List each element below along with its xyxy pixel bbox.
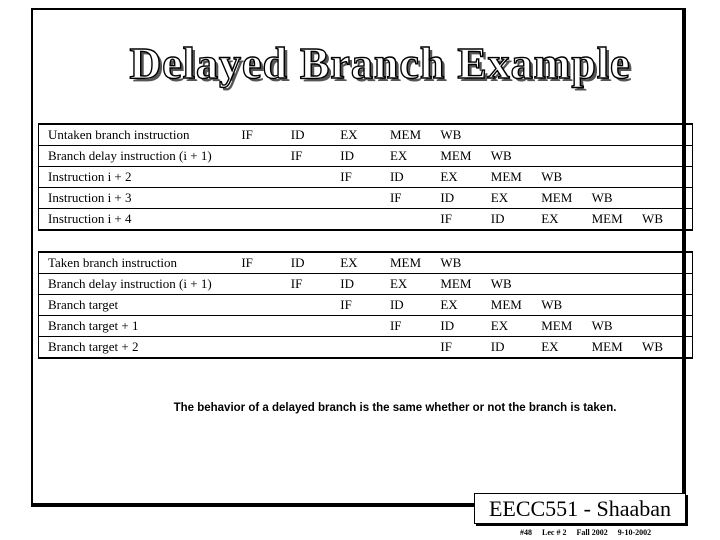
stage-cell: ID xyxy=(490,211,505,226)
caption: The behavior of a delayed branch is the same whether or not the branch is taken. xyxy=(173,402,617,414)
pipeline-row xyxy=(39,146,693,167)
instruction-label: Branch delay instruction (i + 1) xyxy=(39,146,242,167)
stage-cell: ID xyxy=(389,297,404,312)
instruction-label: Instruction i + 2 xyxy=(39,167,242,188)
untaken-branch-table xyxy=(38,123,693,231)
empty-cell xyxy=(291,188,341,209)
stage-cell: EX xyxy=(440,297,458,312)
pipeline-row xyxy=(39,209,693,231)
stage-cell: EX xyxy=(490,318,509,333)
instruction-label: Instruction i + 4 xyxy=(39,209,242,231)
empty-cell xyxy=(592,167,642,188)
stage-cell: MEM xyxy=(541,318,573,333)
empty-cell xyxy=(241,209,290,231)
empty-cell xyxy=(541,274,591,295)
empty-cell xyxy=(241,167,290,188)
empty-cell xyxy=(340,337,390,359)
pipeline-row xyxy=(39,188,693,209)
empty-cell xyxy=(642,252,692,274)
empty-cell xyxy=(241,316,290,337)
pipeline-row xyxy=(39,337,693,359)
stage-cell: IF xyxy=(340,297,352,312)
empty-cell xyxy=(642,188,692,209)
empty-cell xyxy=(340,209,390,231)
instruction-label: Branch delay instruction (i + 1) xyxy=(39,274,242,295)
stage-cell: IF xyxy=(340,169,352,184)
pipeline-row xyxy=(39,167,693,188)
stage-cell: MEM xyxy=(591,211,623,226)
instruction-label: Branch target + 1 xyxy=(39,316,242,337)
empty-cell xyxy=(291,209,341,231)
stage-cell: WB xyxy=(642,209,692,231)
empty-cell xyxy=(592,146,642,167)
footer-details xyxy=(520,528,659,537)
pipeline-row xyxy=(39,295,693,316)
empty-cell xyxy=(291,337,341,359)
empty-cell xyxy=(592,295,642,316)
stage-cell: EX xyxy=(389,276,408,291)
stage-cell: ID xyxy=(340,276,354,291)
stage-cell: EX xyxy=(440,169,458,184)
taken-branch-table xyxy=(38,251,693,359)
lecture-number: Lec # 2 xyxy=(542,528,567,537)
stage-cell: IF xyxy=(440,211,452,226)
stage-cell: MEM xyxy=(591,339,623,354)
empty-cell xyxy=(642,167,692,188)
instruction-label: Branch target + 2 xyxy=(39,337,242,359)
empty-cell xyxy=(541,252,591,274)
stage-cell: EX xyxy=(340,127,358,142)
stage-cell: WB xyxy=(541,169,563,184)
stage-cell: WB xyxy=(642,337,692,359)
stage-cell: EX xyxy=(541,339,559,354)
empty-cell xyxy=(642,316,692,337)
stage-cell: MEM xyxy=(541,190,573,205)
stage-cell: IF xyxy=(290,148,303,163)
empty-cell xyxy=(592,124,642,146)
stage-cell: MEM xyxy=(440,276,472,291)
instruction-label: Instruction i + 3 xyxy=(39,188,242,209)
stage-cell: MEM xyxy=(490,169,522,184)
stage-cell: IF xyxy=(389,190,402,205)
term: Fall 2002 xyxy=(576,528,608,537)
stage-cell: MEM xyxy=(440,148,472,163)
stage-cell: EX xyxy=(340,255,358,270)
stage-cell: EX xyxy=(490,190,509,205)
instruction-label: Untaken branch instruction xyxy=(39,124,242,146)
stage-cell: MEM xyxy=(389,255,421,270)
empty-cell xyxy=(541,124,591,146)
empty-cell xyxy=(642,295,692,316)
stage-cell: IF xyxy=(241,127,253,142)
stage-cell: WB xyxy=(490,276,512,291)
stage-cell: EX xyxy=(389,148,408,163)
course-footer: EECC551 - Shaaban xyxy=(474,493,686,524)
empty-cell xyxy=(390,209,440,231)
stage-cell: ID xyxy=(290,127,305,142)
stage-cell: ID xyxy=(290,255,305,270)
stage-cell: ID xyxy=(340,148,354,163)
stage-cell: IF xyxy=(241,255,253,270)
empty-cell xyxy=(491,124,541,146)
empty-cell xyxy=(291,167,341,188)
stage-cell: MEM xyxy=(389,127,421,142)
instruction-label: Taken branch instruction xyxy=(39,252,242,274)
slide-title: Delayed Branch Example xyxy=(129,39,631,88)
empty-cell xyxy=(241,274,290,295)
empty-cell xyxy=(241,146,290,167)
stage-cell: IF xyxy=(389,318,402,333)
empty-cell xyxy=(241,188,290,209)
pipeline-row xyxy=(39,316,693,337)
empty-cell xyxy=(340,188,390,209)
pipeline-row xyxy=(39,124,693,146)
stage-cell: EX xyxy=(541,211,559,226)
empty-cell xyxy=(642,124,692,146)
stage-cell: WB xyxy=(440,255,462,270)
empty-cell xyxy=(541,146,591,167)
pipeline-row xyxy=(39,274,693,295)
empty-cell xyxy=(592,274,642,295)
empty-cell xyxy=(241,295,290,316)
pipeline-row xyxy=(39,252,693,274)
stage-cell: ID xyxy=(440,318,455,333)
instruction-label: Branch target xyxy=(39,295,242,316)
slide-number: #48 xyxy=(520,528,532,537)
empty-cell xyxy=(291,316,341,337)
empty-cell xyxy=(241,337,290,359)
stage-cell: WB xyxy=(591,190,613,205)
stage-cell: MEM xyxy=(490,297,522,312)
empty-cell xyxy=(592,252,642,274)
stage-cell: WB xyxy=(490,148,512,163)
empty-cell xyxy=(340,316,390,337)
empty-cell xyxy=(491,252,541,274)
empty-cell xyxy=(642,274,692,295)
stage-cell: WB xyxy=(591,318,613,333)
stage-cell: ID xyxy=(490,339,505,354)
date: 9-10-2002 xyxy=(617,528,652,537)
empty-cell xyxy=(390,337,440,359)
stage-cell: IF xyxy=(290,276,303,291)
stage-cell: WB xyxy=(440,127,462,142)
stage-cell: IF xyxy=(440,339,452,354)
empty-cell xyxy=(642,146,692,167)
stage-cell: ID xyxy=(440,190,455,205)
empty-cell xyxy=(291,295,341,316)
stage-cell: ID xyxy=(389,169,404,184)
stage-cell: WB xyxy=(541,297,563,312)
